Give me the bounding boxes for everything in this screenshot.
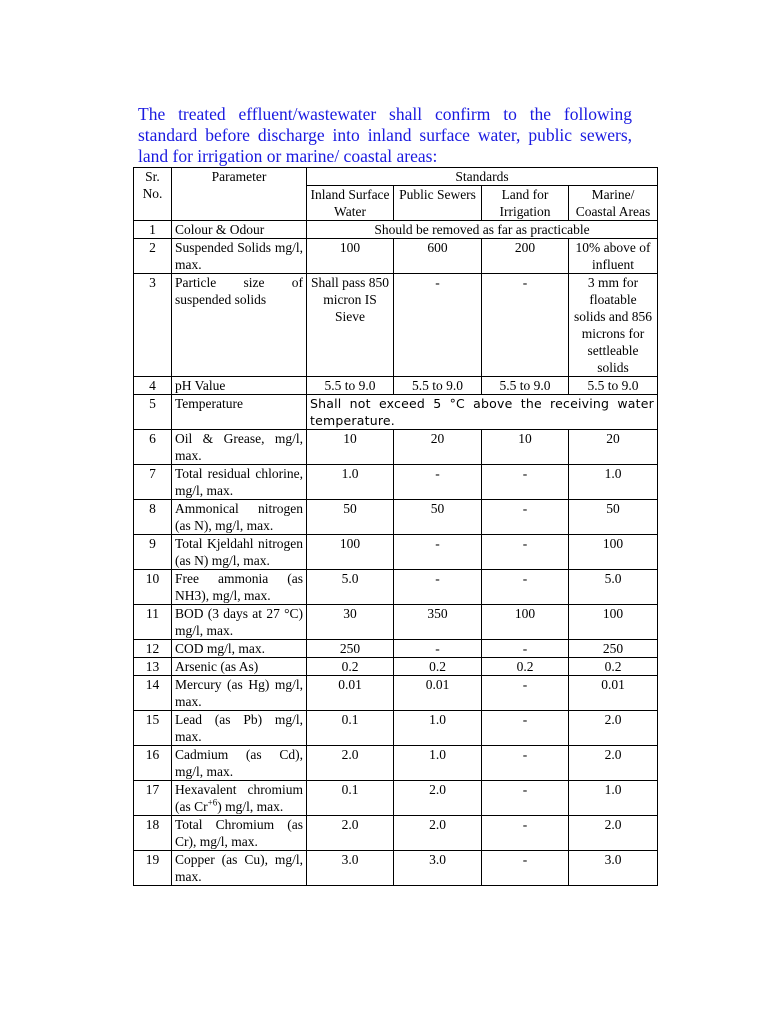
header-inland: Inland Surface Water	[307, 186, 394, 221]
sr-no-cell: 14	[134, 676, 172, 711]
sr-no-cell: 1	[134, 221, 172, 239]
inland-value-cell: 100	[307, 535, 394, 570]
land-value-cell: -	[482, 500, 569, 535]
parameter-cell: Copper (as Cu), mg/l, max.	[172, 851, 307, 886]
land-value-cell: -	[482, 570, 569, 605]
public-value-cell: 0.01	[394, 676, 482, 711]
public-value-cell: 0.2	[394, 658, 482, 676]
sr-no-cell: 11	[134, 605, 172, 640]
table-row	[134, 465, 658, 500]
header-marine: Marine/ Coastal Areas	[569, 186, 658, 221]
parameter-cell: Suspended Solids mg/l, max.	[172, 239, 307, 274]
header-parameter: Parameter	[172, 168, 307, 221]
sr-no-cell: 12	[134, 640, 172, 658]
parameter-cell: Total residual chlorine, mg/l, max.	[172, 465, 307, 500]
table-row	[134, 274, 658, 377]
marine-value-cell: 10% above of influent	[569, 239, 658, 274]
land-value-cell: -	[482, 274, 569, 377]
inland-value-cell: 3.0	[307, 851, 394, 886]
land-value-cell: -	[482, 851, 569, 886]
table-row	[134, 640, 658, 658]
inland-value-cell: 2.0	[307, 746, 394, 781]
parameter-cell: Oil & Grease, mg/l, max.	[172, 430, 307, 465]
parameter-cell: Cadmium (as Cd), mg/l, max.	[172, 746, 307, 781]
table-row	[134, 711, 658, 746]
public-value-cell: 600	[394, 239, 482, 274]
standard-span-cell: Should be removed as far as practicable	[307, 221, 658, 239]
marine-value-cell: 3 mm for floatable solids and 856 microns for settleable solids	[569, 274, 658, 377]
header-standards: Standards	[307, 168, 658, 186]
land-value-cell: 100	[482, 605, 569, 640]
land-value-cell: -	[482, 676, 569, 711]
table-row	[134, 676, 658, 711]
inland-value-cell: 0.2	[307, 658, 394, 676]
public-value-cell: 2.0	[394, 816, 482, 851]
parameter-cell: Lead (as Pb) mg/l, max.	[172, 711, 307, 746]
parameter-cell: BOD (3 days at 27 °C) mg/l, max.	[172, 605, 307, 640]
standard-span-cell: Shall not exceed 5 °C above the receiving water temperature.	[307, 395, 658, 430]
public-value-cell: 5.5 to 9.0	[394, 377, 482, 395]
public-value-cell: -	[394, 465, 482, 500]
inland-value-cell: 2.0	[307, 816, 394, 851]
land-value-cell: -	[482, 816, 569, 851]
sr-no-cell: 2	[134, 239, 172, 274]
table-row	[134, 851, 658, 886]
table-row	[134, 605, 658, 640]
sr-no-cell: 8	[134, 500, 172, 535]
sr-no-cell: 3	[134, 274, 172, 377]
inland-value-cell: 0.01	[307, 676, 394, 711]
parameter-text: Hexavalent chromium (as Cr	[175, 782, 303, 814]
header-row	[134, 168, 658, 186]
intro-paragraph: The treated effluent/wastewater shall confirm to the following standard before discharge into inland surface water, public sewers, land for irrigation or marine/ coastal areas:	[138, 103, 632, 166]
standards-table	[133, 167, 658, 886]
parameter-cell: Colour & Odour	[172, 221, 307, 239]
land-value-cell: -	[482, 640, 569, 658]
sr-no-cell: 6	[134, 430, 172, 465]
public-value-cell: -	[394, 274, 482, 377]
land-value-cell: 5.5 to 9.0	[482, 377, 569, 395]
marine-value-cell: 100	[569, 535, 658, 570]
sr-no-cell: 19	[134, 851, 172, 886]
sr-no-cell: 18	[134, 816, 172, 851]
marine-value-cell: 3.0	[569, 851, 658, 886]
marine-value-cell: 5.0	[569, 570, 658, 605]
marine-value-cell: 1.0	[569, 781, 658, 816]
public-value-cell: 50	[394, 500, 482, 535]
table-row	[134, 239, 658, 274]
marine-value-cell: 20	[569, 430, 658, 465]
parameter-cell: Temperature	[172, 395, 307, 430]
table-row	[134, 746, 658, 781]
inland-value-cell: 100	[307, 239, 394, 274]
marine-value-cell: 2.0	[569, 711, 658, 746]
inland-value-cell: 5.5 to 9.0	[307, 377, 394, 395]
marine-value-cell: 50	[569, 500, 658, 535]
marine-value-cell: 100	[569, 605, 658, 640]
sr-no-cell: 13	[134, 658, 172, 676]
public-value-cell: 1.0	[394, 711, 482, 746]
sr-no-cell: 17	[134, 781, 172, 816]
parameter-cell: Mercury (as Hg) mg/l, max.	[172, 676, 307, 711]
parameter-text: ) mg/l, max.	[217, 799, 284, 814]
header-public: Public Sewers	[394, 186, 482, 221]
land-value-cell: 0.2	[482, 658, 569, 676]
inland-value-cell: 10	[307, 430, 394, 465]
marine-value-cell: 1.0	[569, 465, 658, 500]
sr-no-cell: 5	[134, 395, 172, 430]
land-value-cell: -	[482, 781, 569, 816]
table-row	[134, 500, 658, 535]
public-value-cell: 3.0	[394, 851, 482, 886]
table-row	[134, 658, 658, 676]
table-row	[134, 221, 658, 239]
header-land: Land for Irrigation	[482, 186, 569, 221]
land-value-cell: 10	[482, 430, 569, 465]
inland-value-cell: 250	[307, 640, 394, 658]
inland-value-cell: 30	[307, 605, 394, 640]
parameter-cell: pH Value	[172, 377, 307, 395]
public-value-cell: 1.0	[394, 746, 482, 781]
sr-no-cell: 7	[134, 465, 172, 500]
table-body	[134, 221, 658, 886]
land-value-cell: -	[482, 746, 569, 781]
sr-no-cell: 10	[134, 570, 172, 605]
inland-value-cell: 0.1	[307, 711, 394, 746]
sr-no-cell: 9	[134, 535, 172, 570]
sr-no-cell: 16	[134, 746, 172, 781]
public-value-cell: 350	[394, 605, 482, 640]
public-value-cell: -	[394, 535, 482, 570]
header-sr: Sr. No.	[134, 168, 172, 221]
parameter-cell: Total Kjeldahl nitrogen (as N) mg/l, max.	[172, 535, 307, 570]
parameter-cell: Ammonical nitrogen (as N), mg/l, max.	[172, 500, 307, 535]
land-value-cell: -	[482, 465, 569, 500]
parameter-superscript: +6	[207, 797, 218, 808]
table-row	[134, 395, 658, 430]
inland-value-cell: 5.0	[307, 570, 394, 605]
parameter-cell: Particle size of suspended solids	[172, 274, 307, 377]
marine-value-cell: 0.01	[569, 676, 658, 711]
land-value-cell: -	[482, 711, 569, 746]
marine-value-cell: 0.2	[569, 658, 658, 676]
table-row	[134, 430, 658, 465]
land-value-cell: 200	[482, 239, 569, 274]
parameter-cell: Arsenic (as As)	[172, 658, 307, 676]
public-value-cell: 20	[394, 430, 482, 465]
marine-value-cell: 2.0	[569, 816, 658, 851]
inland-value-cell: 1.0	[307, 465, 394, 500]
parameter-cell: COD mg/l, max.	[172, 640, 307, 658]
marine-value-cell: 250	[569, 640, 658, 658]
table-row	[134, 816, 658, 851]
parameter-cell: Total Chromium (as Cr), mg/l, max.	[172, 816, 307, 851]
parameter-cell: Free ammonia (as NH3), mg/l, max.	[172, 570, 307, 605]
public-value-cell: -	[394, 640, 482, 658]
table-row	[134, 535, 658, 570]
table-row	[134, 570, 658, 605]
table-row	[134, 377, 658, 395]
marine-value-cell: 2.0	[569, 746, 658, 781]
inland-value-cell: 0.1	[307, 781, 394, 816]
sr-no-cell: 15	[134, 711, 172, 746]
land-value-cell: -	[482, 535, 569, 570]
inland-value-cell: 50	[307, 500, 394, 535]
parameter-cell	[172, 781, 307, 816]
inland-value-cell: Shall pass 850 micron IS Sieve	[307, 274, 394, 377]
marine-value-cell: 5.5 to 9.0	[569, 377, 658, 395]
public-value-cell: 2.0	[394, 781, 482, 816]
table-row	[134, 781, 658, 816]
public-value-cell: -	[394, 570, 482, 605]
sr-no-cell: 4	[134, 377, 172, 395]
